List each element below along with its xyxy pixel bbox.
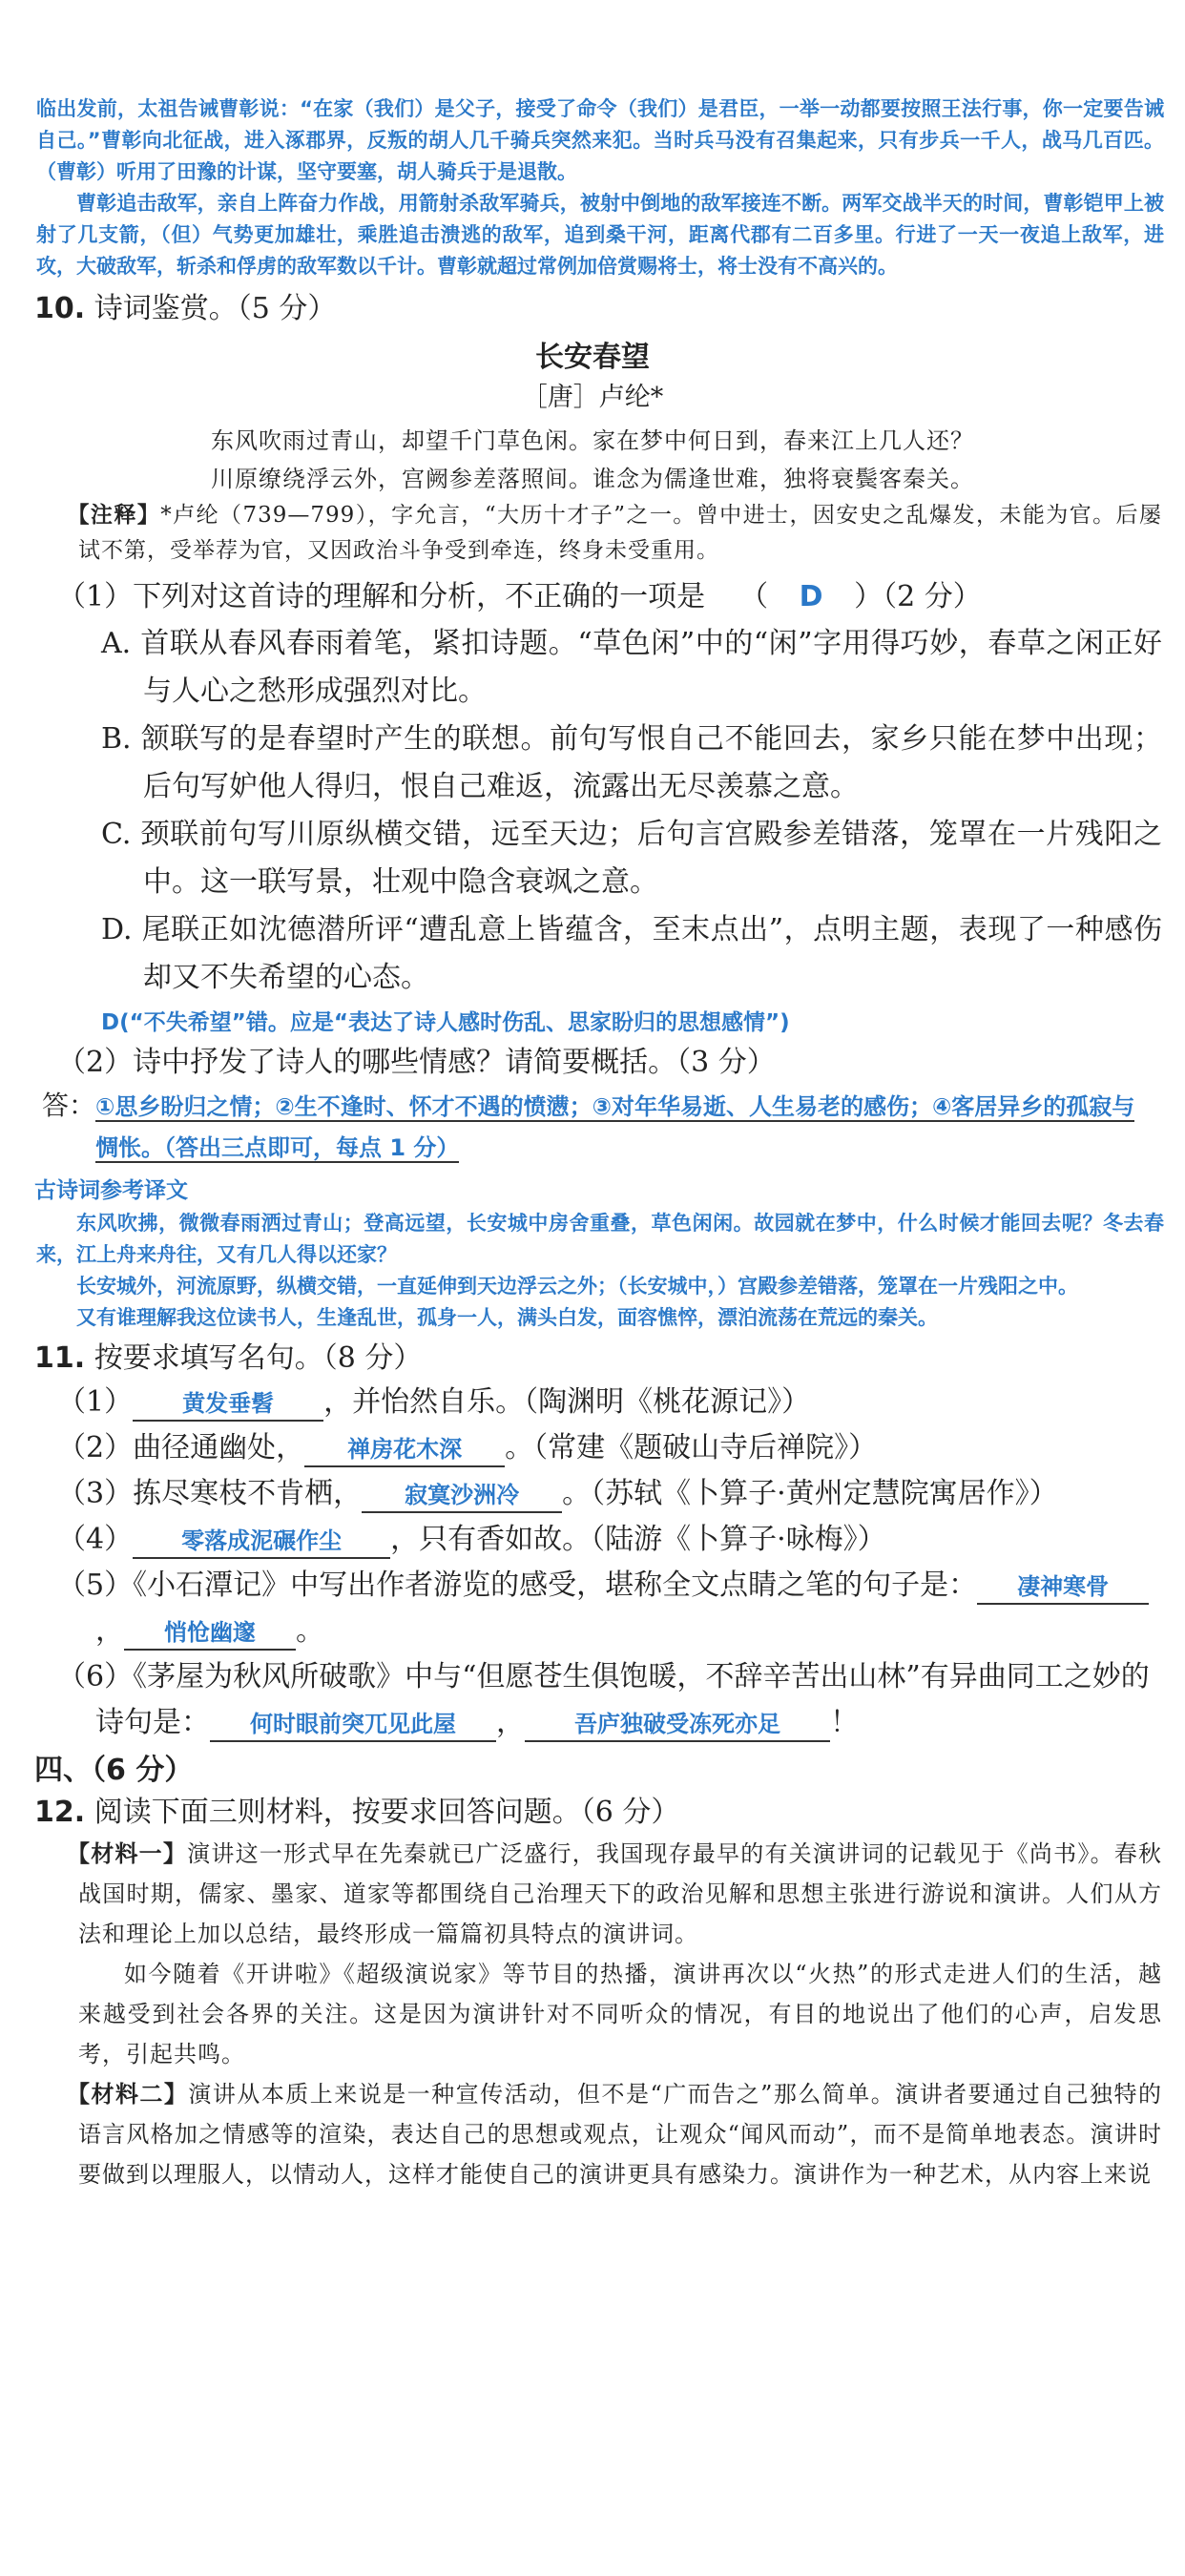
fill-answer: 黄发垂髫	[133, 1387, 323, 1422]
question-12	[0, 1792, 1185, 2194]
answer-block	[0, 1086, 1185, 1168]
fill-answer: 零落成泥碾作尘	[133, 1525, 390, 1559]
poem-line: 东风吹雨过青山，却望千门草色闲。家在梦中何日到，春来江上几人还？	[211, 427, 974, 454]
material-label: 【材料一】	[67, 1840, 188, 1867]
option-c: C. 颈联前句写川原纵横交错，远至天边；后句言宫殿参差错落，笼罩在一片残阳之中。这一联写景，壮观中隐含衰飒之意。	[101, 818, 1162, 899]
sub-question-1: （1）下列对这首诗的理解和分析，不正确的一项是 （ D ）（2 分）	[0, 574, 1185, 620]
option-a: A. 首联从春风春雨着笔，紧扣诗题。“草色闲”中的“闲”字用得巧妙，春草之闲正好与人心之愁形成强烈对比。	[101, 627, 1162, 708]
note-label: 【注释】	[67, 503, 161, 528]
fill-answer: 凄神寒骨	[977, 1570, 1149, 1605]
material-1-paragraph: 如今随着《开讲啦》《超级演说家》等节目的热播，演讲再次以“火热”的形式走进人们的生活，越来越受到社会各界的关注。这是因为演讲针对不同听众的情况，有目的地说出了他们的心声，启发思考，引起共鸣。	[78, 1961, 1162, 2067]
answer-label: 答：	[42, 1090, 96, 1121]
fill-answer: 禅房花木深	[304, 1433, 505, 1467]
question-text: 按要求填写名句。（8 分）	[94, 1341, 423, 1375]
poem-line: 川原缭绕浮云外，宫阙参差落照间。谁念为儒逢世难，独将衰鬓客秦关。	[211, 466, 974, 492]
fill-item-4: （4） 零落成泥碾作尘 ，只有香如故。（陆游《卜算子·咏梅》）	[0, 1517, 1185, 1563]
question-number: 10.	[34, 292, 86, 325]
fill-item-5: （5）《小石潭记》中写出作者游览的感受，堪称全文点睛之笔的句子是： 凄神寒骨， 悄怆幽邃 。	[0, 1563, 1185, 1654]
material-1: 【材料一】演讲这一形式早在先秦就已广泛盛行，我国现存最早的有关演讲词的记载见于《尚书》。春秋战国时期，儒家、墨家、道家等都围绕自己治理天下的政治见解和思想主张进行游说和演讲。人们从方法和理论上加以总结，最终形成一篇篇初具特点的演讲词。	[67, 1840, 1163, 1947]
question-11	[0, 1338, 1185, 1746]
fill-answer: 悄怆幽邃	[124, 1616, 296, 1651]
translation-paragraph: 临出发前，太祖告诫曹彰说：“在家（我们）是父子，接受了命令（我们）是君臣，一举一动都要按照王法行事，你一定要告诫自己。”曹彰向北征战，进入涿郡界，反叛的胡人几千骑兵突然来犯。当时兵马没有召集起来，只有步兵一千人，战马几百匹。（曹彰）听用了田豫的计谋，坚守要塞，胡人骑兵于是退散。	[36, 97, 1164, 183]
choice-answer: D	[799, 580, 823, 613]
poem-author: ［唐］卢纶*	[521, 383, 664, 412]
note-text: *卢纶（739—799），字允言，“大历十才子”之一。曾中进士，因安史之乱爆发，未能为官。后屡试不第，受举荐为官，又因政治斗争受到牵连，终身未受重用。	[78, 503, 1162, 563]
answer-explanation: D(“不失希望”错。应是“表达了诗人感时伤乱、思家盼归的思想感情”)	[101, 1010, 790, 1035]
translation-paragraph: 长安城外，河流原野，纵横交错，一直延伸到天边浮云之外；（长安城中，）宫殿参差错落，笼罩在一片残阳之中。	[76, 1275, 1078, 1298]
fill-answer: 寂寞沙洲冷	[362, 1479, 562, 1513]
question-10	[0, 288, 1185, 1334]
poem-note	[0, 498, 1185, 569]
option-d: D. 尾联正如沈德潜所评“遭乱意上皆蕴含，至末点出”，点明主题，表现了一种感伤却又不失希望的心态。	[101, 913, 1162, 994]
question-number: 11.	[34, 1341, 86, 1375]
fill-answer: 吾庐独破受冻死亦足	[525, 1708, 830, 1742]
material-label: 【材料二】	[67, 2081, 189, 2108]
fill-item-6: （6）《茅屋为秋风所破歌》中与“但愿苍生俱饱暖，不辞辛苦出山林”有异曲同工之妙的诗句是： 何时眼前突兀见此屋 ， 吾庐独破受冻死亦足 ！	[0, 1654, 1185, 1746]
option-b: B. 颔联写的是春望时产生的联想。前句写恨自己不能回去，家乡只能在梦中出现；后句写妒他人得归，恨自己难返，流露出无尽羡慕之意。	[101, 722, 1162, 803]
sub-question-2: （2）诗中抒发了诗人的哪些情感？请简要概括。（3 分）	[57, 1046, 776, 1079]
fill-answer: 何时眼前突兀见此屋	[210, 1708, 496, 1742]
material-2: 【材料二】演讲从本质上来说是一种宣传活动，但不是“广而告之”那么简单。演讲者要通过自己独特的语言风格加之情感等的渲染，表达自己的思想或观点，让观众“闻风而动”，而不是简单地表态。演讲时要做到以理服人，以情动人，这样才能使自己的演讲更具有感染力。演讲作为一种艺术，从内容上来说	[67, 2081, 1162, 2188]
fill-item-2: （2）曲径通幽处， 禅房花木深 。（常建《题破山寺后禅院》）	[0, 1425, 1185, 1471]
previous-translation	[0, 0, 1185, 282]
translation-paragraph: 又有谁理解我这位读书人，生逢乱世，孤身一人，满头白发，面容憔悴，漂泊流荡在荒远的秦关。	[76, 1306, 938, 1329]
fill-item-3: （3）拣尽寒枝不肯栖， 寂寞沙洲冷 。（苏轼《卜算子·黄州定慧院寓居作》）	[0, 1471, 1185, 1517]
fill-item-1: （1） 黄发垂髫 ，并怡然自乐。（陶渊明《桃花源记》）	[0, 1380, 1185, 1425]
poem-title: 长安春望	[535, 341, 650, 374]
translation-paragraph: 曹彰追击敌军，亲自上阵奋力作战，用箭射杀敌军骑兵，被射中倒地的敌军接连不断。两军交战半天的时间，曹彰铠甲上被射了几支箭，（但）气势更加雄壮，乘胜追击溃逃的敌军，追到桑干河，距离代郡有二百多里。行进了一天一夜追上敌军，进攻，大破敌军，斩杀和俘虏的敌军数以千计。曹彰就超过常例加倍赏赐将士，将士没有不高兴的。	[36, 192, 1164, 278]
question-text: 诗词鉴赏。（5 分）	[94, 292, 337, 325]
question-text: 阅读下面三则材料，按要求回答问题。（6 分）	[94, 1796, 680, 1829]
question-number: 12.	[34, 1796, 86, 1829]
answer-text: ①思乡盼归之情；②生不逢时、怀才不遇的愤懑；③对年华易逝、人生易老的感伤；④客居异乡的孤寂与惆怅。（答出三点即可，每点 1 分）	[95, 1093, 1135, 1161]
translation-title: 古诗词参考译文	[34, 1178, 188, 1203]
translation-paragraph: 东风吹拂，微微春雨洒过青山；登高远望，长安城中房舍重叠，草色闲闲。故园就在梦中，什么时候才能回去呢？冬去春来，江上舟来舟往，又有几人得以还家？	[36, 1212, 1164, 1266]
section-4-heading: 四、（6 分）	[34, 1754, 194, 1787]
